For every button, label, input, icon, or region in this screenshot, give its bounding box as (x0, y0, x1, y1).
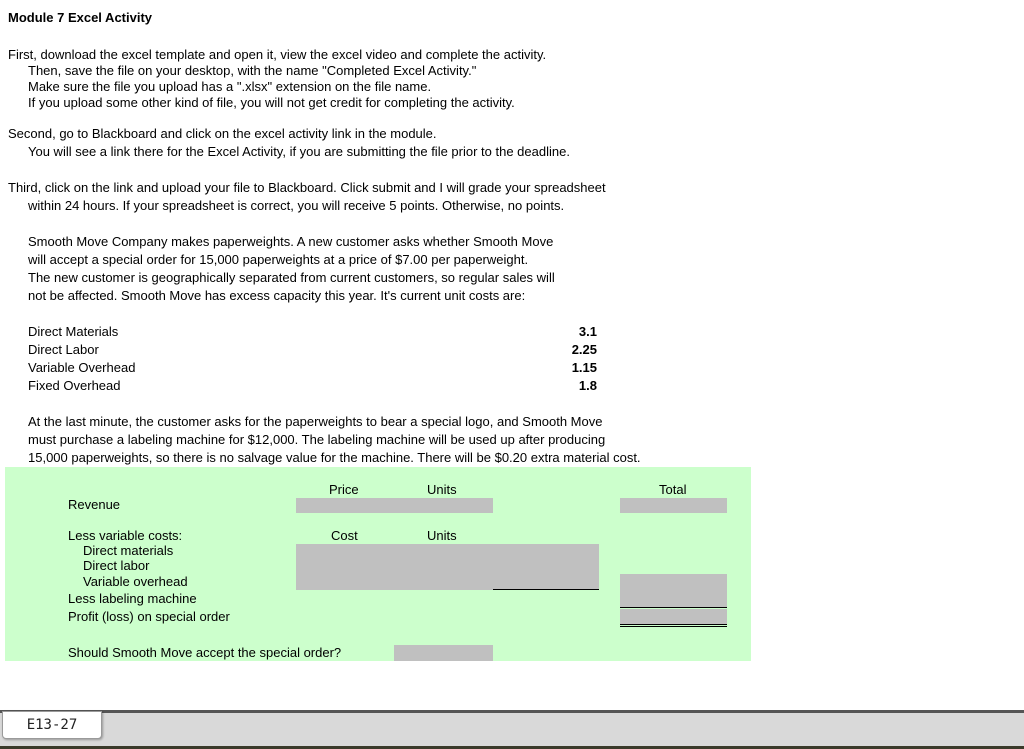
sheet-tab-e13-27[interactable]: E13-27 (2, 711, 102, 739)
instruction-second-2: You will see a link there for the Excel Activity, if you are submitting the file prior to the deadline. (28, 144, 570, 159)
instruction-second-1: Second, go to Blackboard and click on the excel activity link in the module. (8, 126, 437, 141)
cost-value-direct-labor: 2.25 (571, 342, 597, 357)
direct-labor-label: Direct labor (83, 558, 150, 573)
less-variable-costs-label: Less variable costs: (68, 528, 183, 543)
cost-label-fixed-overhead: Fixed Overhead (28, 378, 121, 393)
total-header: Total (659, 482, 687, 497)
cost-header: Cost (331, 528, 358, 543)
problem-line-3: The new customer is geographically separated from current customers, so regular sales will (28, 270, 555, 285)
instruction-third-1: Third, click on the link and upload your file to Blackboard. Click submit and I will grade your spreadsheet (8, 180, 606, 195)
cost-label-variable-overhead: Variable Overhead (28, 360, 136, 375)
instruction-first-1: First, download the excel template and open it, view the excel video and complete the activity. (8, 47, 547, 62)
problem-line-4: not be affected. Smooth Move has excess capacity this year. It's current unit costs are: (28, 288, 526, 303)
variable-overhead-label: Variable overhead (83, 574, 188, 589)
cost-value-fixed-overhead: 1.8 (578, 378, 597, 393)
labeling-total-input[interactable] (620, 574, 727, 607)
profit-double-underline-2 (620, 626, 727, 627)
instruction-first-3: Make sure the file you upload has a ".xlsx" extension on the file name. (28, 79, 432, 94)
instruction-third-2: within 24 hours. If your spreadsheet is correct, you will receive 5 points. Otherwise, no points. (28, 198, 565, 213)
page-title: Module 7 Excel Activity (8, 10, 153, 25)
revenue-label: Revenue (68, 497, 121, 512)
less-labeling-machine-label: Less labeling machine (68, 591, 197, 606)
instruction-first-4: If you upload some other kind of file, you will not get credit for completing the activity. (28, 95, 515, 110)
price-header: Price (329, 482, 359, 497)
question-label: Should Smooth Move accept the special order? (68, 645, 342, 660)
variable-costs-input-block[interactable] (296, 544, 599, 590)
question-answer-input[interactable] (394, 645, 493, 661)
problem-line-1: Smooth Move Company makes paperweights. A new customer asks whether Smooth Move (28, 234, 554, 249)
revenue-total-input[interactable] (620, 498, 727, 513)
lastminute-line-3: 15,000 paperweights, so there is no salvage value for the machine. There will be $0.20 extra material cost. (28, 450, 641, 465)
labeling-underline (620, 607, 727, 608)
profit-label: Profit (loss) on special order (68, 609, 230, 624)
cost-value-direct-materials: 3.1 (578, 324, 597, 339)
units-header-2: Units (427, 528, 457, 543)
sheet-tab-bar (0, 710, 1024, 749)
profit-total-input[interactable] (620, 609, 727, 624)
lastminute-line-1: At the last minute, the customer asks for the paperweights to bear a special logo, and Smooth Move (28, 414, 603, 429)
problem-line-2: will accept a special order for 15,000 paperweights at a price of $7.00 per paperweight. (28, 252, 529, 267)
instruction-first-2: Then, save the file on your desktop, with the name "Completed Excel Activity." (28, 63, 477, 78)
cost-label-direct-labor: Direct Labor (28, 342, 99, 357)
direct-materials-label: Direct materials (83, 543, 174, 558)
cost-value-variable-overhead: 1.15 (571, 360, 597, 375)
revenue-price-units-input[interactable] (296, 498, 493, 513)
cost-label-direct-materials: Direct Materials (28, 324, 119, 339)
lastminute-line-2: must purchase a labeling machine for $12,000. The labeling machine will be used up after producing (28, 432, 606, 447)
variable-costs-underline (493, 589, 599, 590)
profit-double-underline-1 (620, 624, 727, 625)
units-header: Units (427, 482, 457, 497)
